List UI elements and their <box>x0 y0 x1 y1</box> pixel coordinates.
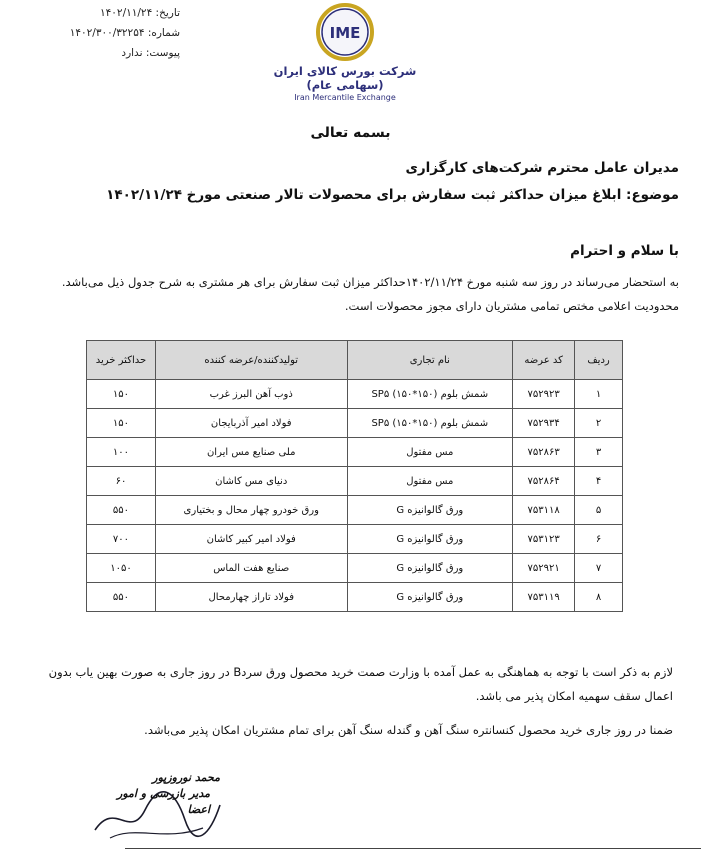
cell-trade-name: ورق گالوانیزه G <box>347 583 513 612</box>
cell-offer-code: ۷۵۲۸۶۴ <box>513 467 575 496</box>
cell-max-purchase: ۱۵۰ <box>87 409 156 438</box>
header-offer-code: کد عرضه <box>513 341 575 380</box>
signatory-title: مدیر بازرسی و امور اعضا <box>117 787 210 816</box>
cell-offer-code: ۷۵۲۹۲۱ <box>513 554 575 583</box>
greeting: با سلام و احترام <box>570 243 679 259</box>
signature-block <box>100 770 220 818</box>
header-supplier: تولیدکننده/عرضه کننده <box>155 341 347 380</box>
company-logo <box>270 2 420 102</box>
cell-max-purchase: ۱۰۵۰ <box>87 554 156 583</box>
cell-trade-name: ورق گالوانیزه G <box>347 554 513 583</box>
header-row-no: ردیف <box>575 341 623 380</box>
addressee: مدیران عامل محترم شرکت‌های کارگزاری <box>405 160 679 176</box>
note-paragraph-1: لازم به ذکر است با توجه به هماهنگی به عمل آمده با وزارت صمت خرید محصول ورق سردB در روز جاری به صورت بهین یاب بدون اعمال سقف سهمیه امکان پذیر می باشد. <box>48 665 673 703</box>
header-trade-name: نام تجاری <box>347 341 513 380</box>
cell-trade-name: مس مفتول <box>347 438 513 467</box>
cell-row-no: ۴ <box>575 467 623 496</box>
cell-row-no: ۷ <box>575 554 623 583</box>
cell-offer-code: ۷۵۳۱۱۹ <box>513 583 575 612</box>
footer-divider <box>125 848 701 849</box>
cell-row-no: ۳ <box>575 438 623 467</box>
bismillah: بسمه تعالی <box>310 125 391 141</box>
cell-row-no: ۶ <box>575 525 623 554</box>
cell-trade-name: شمش بلوم (۱۵۰*۱۵۰) SP۵ <box>347 409 513 438</box>
company-name-en: Iran Mercantile Exchange <box>294 93 396 102</box>
cell-max-purchase: ۶۰ <box>87 467 156 496</box>
cell-offer-code: ۷۵۲۹۲۳ <box>513 380 575 409</box>
company-name-fa: شرکت بورس کالای ایران (سهامی عام) <box>273 64 417 92</box>
cell-max-purchase: ۵۵۰ <box>87 496 156 525</box>
cell-trade-name: مس مفتول <box>347 467 513 496</box>
cell-supplier: صنایع هفت الماس <box>155 554 347 583</box>
logo-emblem-text: IME <box>329 24 361 42</box>
letter-meta <box>60 3 180 63</box>
cell-supplier: فولاد امیر آذربایجان <box>155 409 347 438</box>
cell-supplier: دنیای مس کاشان <box>155 467 347 496</box>
letter-number: شماره: ۱۴۰۲/۳۰۰/۳۲۲۵۴ <box>69 27 180 39</box>
table-header-row <box>87 341 623 380</box>
cell-supplier: فولاد تاراز چهارمحال <box>155 583 347 612</box>
order-limits-table <box>86 340 623 612</box>
cell-supplier: ذوب آهن البرز غرب <box>155 380 347 409</box>
letter-body <box>19 270 679 318</box>
cell-row-no: ۲ <box>575 409 623 438</box>
cell-supplier: ملی صنایع مس ایران <box>155 438 347 467</box>
signatory-name: محمد نوروزپور <box>152 771 220 784</box>
header-max-purchase: حداکثر خرید <box>87 341 156 380</box>
ime-emblem-icon <box>315 2 375 62</box>
body-line-1: به استحضار می‌رساند در روز سه شنبه مورخ ۱۴۰۲/۱۱/۲۴حداکثر میزان ثبت سفارش برای هر مشتری به شرح جدول ذیل می‌باشد. <box>61 275 679 289</box>
cell-offer-code: ۷۵۲۸۶۳ <box>513 438 575 467</box>
letter-attachment: پیوست: ندارد <box>121 47 180 59</box>
cell-offer-code: ۷۵۳۱۱۸ <box>513 496 575 525</box>
cell-max-purchase: ۵۵۰ <box>87 583 156 612</box>
cell-offer-code: ۷۵۳۱۲۳ <box>513 525 575 554</box>
cell-max-purchase: ۱۰۰ <box>87 438 156 467</box>
subject-line: موضوع: ابلاغ میزان حداکثر ثبت سفارش برای محصولات تالار صنعتی مورخ ۱۴۰۲/۱۱/۲۴ <box>106 187 679 203</box>
table-row <box>87 380 623 409</box>
cell-supplier: ورق خودرو چهار محال و بختیاری <box>155 496 347 525</box>
cell-max-purchase: ۷۰۰ <box>87 525 156 554</box>
cell-trade-name: ورق گالوانیزه G <box>347 496 513 525</box>
cell-trade-name: شمش بلوم (۱۵۰*۱۵۰) SP۵ <box>347 380 513 409</box>
table-row <box>87 525 623 554</box>
cell-row-no: ۱ <box>575 380 623 409</box>
cell-supplier: فولاد امیر کبیر کاشان <box>155 525 347 554</box>
cell-trade-name: ورق گالوانیزه G <box>347 525 513 554</box>
body-line-2: محدودیت اعلامی مختص تمامی مشتریان دارای مجوز محصولات است. <box>344 299 679 313</box>
cell-row-no: ۵ <box>575 496 623 525</box>
table-row <box>87 583 623 612</box>
table-row <box>87 467 623 496</box>
cell-row-no: ۸ <box>575 583 623 612</box>
note-paragraph-2: ضمنا در روز جاری خرید محصول کنسانتره سنگ آهن و گندله سنگ آهن برای تمام مشتریان امکان پذیر می‌باشد. <box>144 723 673 737</box>
table-row <box>87 438 623 467</box>
table-row <box>87 554 623 583</box>
cell-max-purchase: ۱۵۰ <box>87 380 156 409</box>
table-row <box>87 409 623 438</box>
table-row <box>87 496 623 525</box>
letter-date: تاریخ: ۱۴۰۲/۱۱/۲۴ <box>100 7 180 19</box>
cell-offer-code: ۷۵۲۹۳۴ <box>513 409 575 438</box>
